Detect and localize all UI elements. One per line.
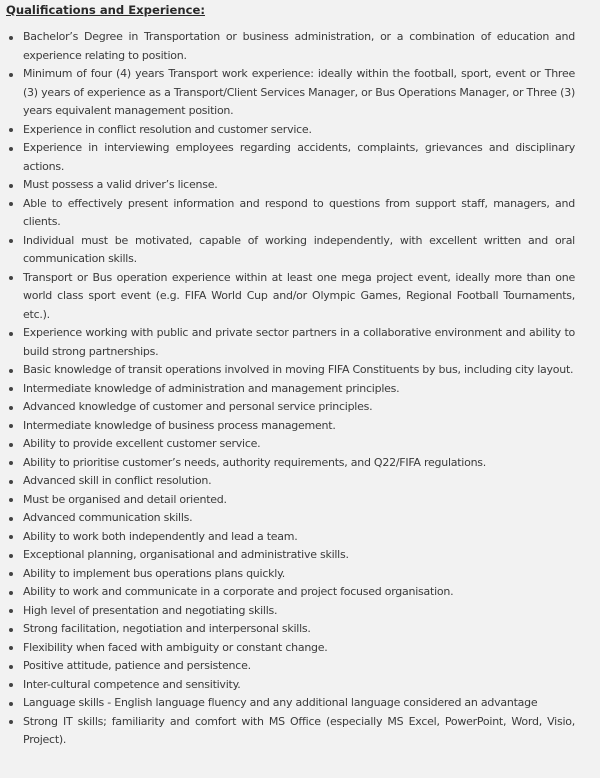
bullet-icon — [9, 36, 13, 40]
section-heading: Qualifications and Experience: — [6, 3, 205, 17]
list-item — [6, 657, 594, 676]
list-item-text: Basic knowledge of transit operations involved in moving FIFA Constituents by bus, including city layout. — [23, 363, 574, 376]
list-item-text: Inter-cultural competence and sensitivity. — [23, 677, 241, 691]
list-item — [6, 361, 594, 380]
bullet-icon — [9, 646, 13, 650]
list-item-text: Must be organised and detail oriented. — [23, 492, 227, 506]
list-item — [6, 28, 594, 65]
bullet-icon — [9, 591, 13, 595]
list-item-text: Bachelor’s Degree in Transportation or business administration, or a combination of education and experience relating to position. — [23, 30, 575, 62]
list-item — [6, 676, 594, 695]
list-item — [6, 694, 594, 713]
bullet-icon — [9, 517, 13, 521]
bullet-icon — [9, 498, 13, 502]
list-item-text: Able to effectively present information and respond to questions from support staff, managers, and clients. — [23, 196, 575, 228]
list-item — [6, 583, 594, 602]
list-item — [6, 713, 594, 750]
qualifications-list — [6, 28, 594, 750]
list-item-text: Individual must be motivated, capable of working independently, with excellent written and oral communication skills. — [23, 233, 575, 265]
list-item-text: Positive attitude, patience and persistence. — [23, 659, 251, 672]
list-item-text: Transport or Bus operation experience within at least one mega project event, ideally more than one world class sport event (e.g. FIFA World Cup and/or Olympic Games, Regional Football Tournaments, etc.). — [23, 270, 575, 321]
list-item-text: Ability to provide excellent customer service. — [23, 437, 261, 450]
list-item — [6, 176, 594, 195]
bullet-icon — [9, 276, 13, 280]
bullet-icon — [9, 147, 13, 151]
list-item-text: Strong IT skills; familiarity and comfort with MS Office (especially MS Excel, PowerPoint, Word, Visio, Project). — [23, 714, 575, 746]
list-item-text: Exceptional planning, organisational and administrative skills. — [23, 548, 349, 561]
list-item-text: Flexibility when faced with ambiguity or constant change. — [23, 640, 328, 654]
list-item-text: Advanced communication skills. — [23, 511, 193, 524]
bullet-icon — [9, 128, 13, 132]
bullet-icon — [9, 239, 13, 243]
bullet-icon — [9, 369, 13, 373]
list-item — [6, 417, 594, 436]
list-item — [6, 565, 594, 584]
list-item — [6, 435, 594, 454]
list-item-text: Must possess a valid driver’s license. — [23, 178, 218, 191]
list-item — [6, 602, 594, 621]
list-item — [6, 380, 594, 399]
bullet-icon — [9, 720, 13, 724]
list-item-text: Advanced knowledge of customer and personal service principles. — [23, 400, 373, 413]
bullet-icon — [9, 609, 13, 613]
list-item-text: Ability to prioritise customer’s needs, authority requirements, and Q22/FIFA regulations. — [23, 455, 487, 469]
list-item-text: Ability to implement bus operations plans quickly. — [23, 566, 286, 580]
bullet-icon — [9, 554, 13, 558]
bullet-icon — [9, 628, 13, 632]
bullet-icon — [9, 480, 13, 484]
list-item-text: Advanced skill in conflict resolution. — [23, 474, 212, 487]
list-item — [6, 528, 594, 547]
list-item-text: Strong facilitation, negotiation and interpersonal skills. — [23, 622, 311, 635]
list-item — [6, 509, 594, 528]
list-item-text: Intermediate knowledge of administration and management principles. — [23, 381, 400, 395]
list-item-text: Experience in interviewing employees regarding accidents, complaints, grievances and disciplinary actions. — [23, 141, 575, 173]
bullet-icon — [9, 572, 13, 576]
bullet-icon — [9, 387, 13, 391]
list-item-text: Ability to work and communicate in a corporate and project focused organisation. — [23, 585, 454, 598]
bullet-icon — [9, 683, 13, 687]
list-item-text: Experience in conflict resolution and customer service. — [23, 122, 312, 136]
bullet-icon — [9, 184, 13, 188]
list-item-text: Experience working with public and private sector partners in a collaborative environment and ability to build strong partnerships. — [23, 326, 575, 358]
list-item — [6, 232, 594, 269]
list-item — [6, 454, 594, 473]
list-item-text: Ability to work both independently and lead a team. — [23, 529, 298, 543]
list-item — [6, 546, 594, 565]
bullet-icon — [9, 424, 13, 428]
bullet-icon — [9, 535, 13, 539]
list-item — [6, 620, 594, 639]
bullet-icon — [9, 406, 13, 410]
list-item — [6, 269, 594, 325]
bullet-icon — [9, 73, 13, 77]
bullet-icon — [9, 665, 13, 669]
list-item — [6, 324, 594, 361]
bullet-icon — [9, 461, 13, 465]
bullet-icon — [9, 332, 13, 336]
list-item-text: Language skills - English language fluency and any additional language considered an advantage — [23, 696, 538, 709]
bullet-icon — [9, 702, 13, 706]
list-item — [6, 121, 594, 140]
list-item — [6, 398, 594, 417]
list-item-text: Intermediate knowledge of business process management. — [23, 418, 336, 432]
list-item — [6, 472, 594, 491]
list-item — [6, 139, 594, 176]
list-item-text: Minimum of four (4) years Transport work experience: ideally within the football, sport, event or Three (3) years of experience as a Transport/Client Services Manager, or Bus Operations Manager, or Three (3) years equivalent management position. — [23, 67, 575, 117]
bullet-icon — [9, 202, 13, 206]
bullet-icon — [9, 443, 13, 447]
list-item — [6, 65, 594, 121]
list-item-text: High level of presentation and negotiating skills. — [23, 603, 278, 617]
list-item — [6, 639, 594, 658]
list-item — [6, 195, 594, 232]
list-item — [6, 491, 594, 510]
